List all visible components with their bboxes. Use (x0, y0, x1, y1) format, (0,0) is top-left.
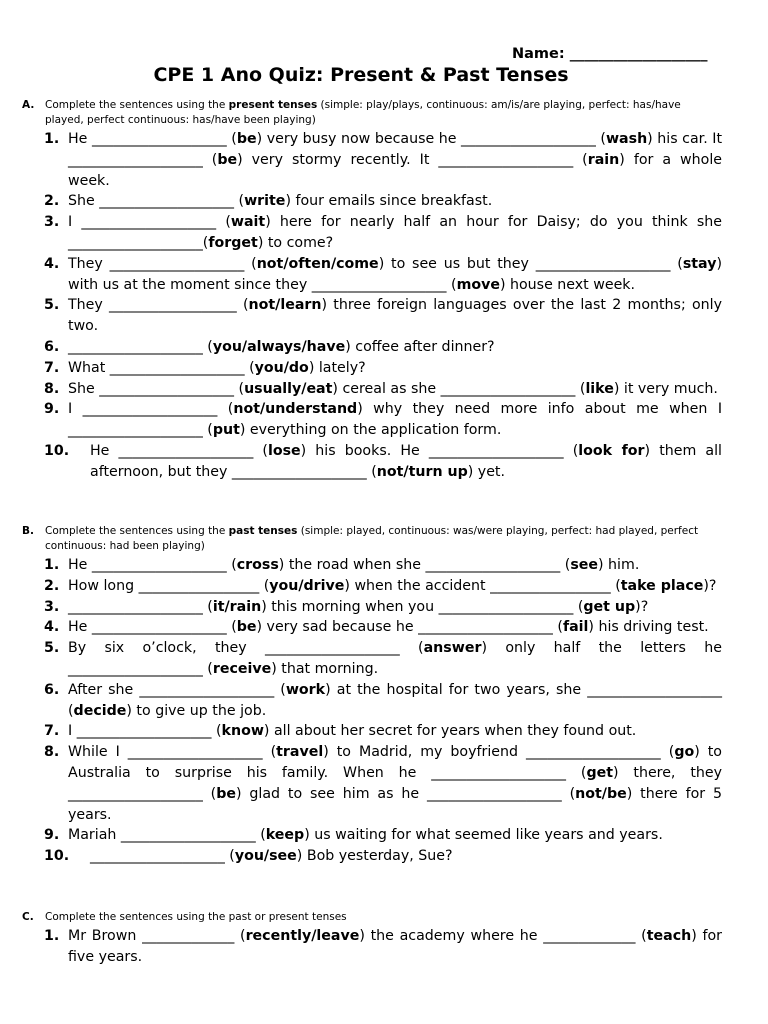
exercise-item (44, 617, 722, 638)
exercise-item (44, 191, 722, 212)
item-number: 10. (44, 848, 70, 865)
verb-cue: it/rain (212, 598, 262, 615)
verb-cue: go (674, 744, 695, 761)
verb-cue: recently/leave (245, 928, 360, 944)
verb-cue: not/turn up (376, 463, 468, 480)
sentence-text: He ___________________ ( (68, 557, 237, 573)
sentence-text: ___________________ ( (68, 598, 213, 615)
verb-cue: like (585, 380, 614, 397)
verb-cue: usually/eat (244, 380, 333, 397)
item-number: 2. (44, 193, 60, 210)
verb-cue: see (570, 557, 599, 573)
exercise-item (44, 597, 722, 618)
item-number: 8. (44, 380, 60, 397)
sentence-text: ) it very much. (613, 380, 718, 397)
item-number: 9. (44, 401, 60, 418)
sentence-text: They ___________________ ( (68, 255, 257, 272)
sentence-text: After she ___________________ ( (68, 681, 286, 698)
sentence-text: I ___________________ ( (68, 214, 231, 231)
verb-cue: you/do (254, 359, 309, 376)
exercise-item (44, 638, 722, 680)
sentence-text: ) the road when she ___________________ ( (278, 557, 571, 573)
sentence-text: Mariah ___________________ ( (68, 827, 266, 844)
item-number: 3. (44, 598, 60, 615)
item-number: 7. (44, 359, 60, 376)
exercise-item (44, 576, 722, 597)
sentence-text: ) cereal as she ___________________ ( (332, 380, 586, 397)
sentence-text: ) to come? (257, 234, 334, 251)
verb-cue: wash (605, 131, 648, 147)
verb-cue: put (212, 422, 240, 439)
sentence-text: ) at the hospital for two years, she ___________________ ( (68, 681, 723, 719)
section-instruction-text: Complete the sentences using the past tenses (simple: played, continuous: was/were playing, perfect: had played, perfect continuous: had been playing) (45, 525, 699, 552)
verb-cue: you/see (234, 848, 297, 865)
sentence-text: Mr Brown _____________ ( (68, 928, 246, 944)
sentence-text: ) coffee after dinner? (345, 338, 495, 355)
sentence-text: ) his driving test. (588, 619, 709, 636)
sentence-text: She ___________________ ( (68, 193, 245, 210)
sentence-text: ) him. (598, 557, 640, 573)
verb-cue: be (216, 785, 236, 802)
sentence-text: ) very busy now because he ___________________ ( (256, 131, 606, 147)
sentence-text: ) his books. He ___________________ ( (300, 442, 579, 459)
verb-cue: fail (562, 619, 589, 636)
verb-cue: be (236, 131, 257, 147)
verb-cue: not/be (575, 785, 627, 802)
sentence-text: ) with us at the moment since they ___________________ ( (68, 255, 722, 293)
sentence-text: They __________________ ( (68, 297, 249, 314)
exercise-item (44, 680, 722, 722)
sentence-text: ) there for 5 years. (68, 785, 723, 823)
section-a-exercise-list (44, 129, 722, 483)
verb-cue: keep (265, 827, 305, 844)
sentence-text: ) why they need more info about me when I ___________________ ( (68, 401, 723, 439)
verb-cue: get (586, 764, 613, 781)
sentence-text: He ___________________ ( (90, 442, 268, 459)
verb-cue: not/often/come (256, 255, 379, 272)
exercise-item (44, 337, 722, 358)
sentence-text: ) there, they ___________________ ( (68, 764, 722, 802)
verb-cue: you/always/have (212, 338, 346, 355)
item-number: 6. (44, 338, 60, 355)
sentence-text: ___________________ ( (68, 338, 213, 355)
section-letter: A. (22, 99, 35, 111)
verb-cue: lose (267, 442, 301, 459)
exercise-item (44, 441, 722, 483)
sentence-text: ) everything on the application form. (239, 422, 502, 439)
sentence-text: ) house next week. (499, 276, 636, 293)
sentence-text: ) them all afternoon, but they ___________________ ( (90, 442, 722, 480)
sentence-text: ) his car. It ___________________ ( (68, 131, 723, 168)
exercise-item (44, 212, 722, 254)
verb-cue: look for (578, 442, 645, 459)
sentence-text: ) us waiting for what seemed like years and years. (304, 827, 663, 844)
item-number: 2. (44, 577, 60, 594)
sentence-text: ) for a whole week. (68, 151, 722, 189)
verb-cue: not/learn (248, 297, 322, 314)
exercise-item (44, 846, 722, 867)
section-letter: B. (22, 525, 34, 537)
sentence-text: He ___________________ ( (68, 131, 237, 147)
sentence-text: ) lately? (308, 359, 366, 376)
sentence-text: ) that morning. (271, 660, 379, 677)
sentence-text: ___________________ ( (90, 848, 235, 865)
verb-cue: travel (276, 744, 324, 761)
sentence-text: ) when the accident _________________ ( (344, 577, 621, 594)
verb-cue: take place (620, 577, 704, 594)
exercise-item (44, 926, 722, 968)
sentence-text: ) here for nearly half an hour for Daisy; do you think she ___________________( (68, 214, 722, 251)
item-number: 4. (44, 619, 60, 636)
exercise-item (44, 129, 722, 191)
item-number: 3. (44, 214, 60, 231)
verb-cue: be (236, 619, 257, 636)
section-instruction-text: Complete the sentences using the present tenses (simple: play/plays, continuous: am/is/are playing, perfect: has/have played, perfect continuous: has/have been playing) (45, 99, 681, 126)
section-letter: C. (22, 911, 34, 923)
verb-cue: teach (646, 928, 692, 944)
exercise-item (44, 399, 722, 441)
item-number: 5. (44, 640, 60, 657)
sentence-text: She ___________________ ( (68, 380, 245, 397)
sentence-text: How long _________________ ( (68, 577, 270, 594)
sentence-text: ) to give up the job. (126, 702, 267, 719)
exercise-item (44, 555, 722, 576)
exercise-item (44, 358, 722, 379)
verb-cue: you/drive (269, 577, 345, 594)
verb-cue: decide (73, 702, 127, 719)
item-number: 1. (44, 928, 60, 944)
sentence-text: ) to Australia to surprise his family. When he ___________________ ( (68, 744, 722, 781)
section-b-instructions (22, 524, 722, 554)
page-title: CPE 1 Ano Quiz: Present & Past Tenses (153, 64, 569, 86)
verb-cue: receive (212, 660, 272, 677)
sentence-text: What ___________________ ( (68, 359, 255, 376)
item-number: 1. (44, 557, 60, 573)
item-number: 1. (44, 131, 60, 147)
sentence-text: ) to see us but they ___________________ ( (378, 255, 683, 272)
verb-cue: answer (423, 640, 482, 657)
sentence-text: ) glad to see him as he ___________________ ( (235, 785, 576, 802)
sentence-text: ) the academy where he _____________ ( (359, 928, 647, 944)
sentence-text: ) very sad because he ___________________ ( (256, 619, 563, 636)
item-number: 6. (44, 681, 60, 698)
verb-cue: get up (583, 598, 636, 615)
sentence-text: ) only half the letters he ___________________ ( (68, 640, 722, 677)
sentence-text: ) all about her secret for years when they found out. (263, 723, 637, 740)
exercise-item (44, 825, 722, 846)
sentence-text: While I ___________________ ( (68, 744, 277, 761)
item-number: 10. (44, 442, 70, 459)
section-a-instructions (22, 98, 722, 128)
sentence-text: ) this morning when you ___________________ ( (261, 598, 584, 615)
sentence-text: I ___________________ ( (68, 723, 222, 740)
exercise-item (44, 742, 722, 825)
verb-cue: not/understand (233, 401, 358, 418)
item-number: 8. (44, 744, 60, 761)
sentence-text: ) three foreign languages over the last 2 months; only two. (68, 297, 722, 335)
sentence-text: By six o’clock, they ___________________ ( (68, 640, 424, 657)
verb-cue: stay (682, 255, 717, 272)
sentence-text: He ___________________ ( (68, 619, 237, 636)
sentence-text: )? (703, 577, 717, 594)
section-c-exercise-list (44, 926, 722, 968)
section-c-instructions (22, 910, 722, 925)
verb-cue: rain (587, 151, 620, 168)
section-b-exercise-list (44, 555, 722, 867)
exercise-item (44, 295, 722, 337)
sentence-text: )? (635, 598, 649, 615)
sentence-text: ) Bob yesterday, Sue? (296, 848, 453, 865)
section-instruction-text: Complete the sentences using the past or present tenses (45, 911, 347, 923)
student-name-field[interactable]: Name: ___________________ (512, 46, 708, 62)
verb-cue: work (285, 681, 326, 698)
verb-cue: know (221, 723, 264, 740)
verb-cue: be (217, 151, 238, 168)
sentence-text: I ___________________ ( (68, 401, 234, 418)
sentence-text: ) four emails since breakfast. (285, 193, 493, 210)
verb-cue: write (244, 193, 286, 210)
item-number: 9. (44, 827, 60, 844)
verb-cue: wait (230, 214, 266, 231)
item-number: 5. (44, 297, 60, 314)
verb-cue: cross (236, 557, 279, 573)
exercise-item (44, 379, 722, 400)
sentence-text: ) for five years. (68, 928, 722, 965)
verb-cue: forget (208, 234, 258, 251)
verb-cue: move (456, 276, 500, 293)
sentence-text: ) to Madrid, my boyfriend ___________________ ( (323, 744, 675, 761)
item-number: 4. (44, 255, 60, 272)
exercise-item (44, 721, 722, 742)
item-number: 7. (44, 723, 60, 740)
sentence-text: ) very stormy recently. It ___________________ ( (237, 151, 588, 168)
sentence-text: ) yet. (467, 463, 506, 480)
exercise-item (44, 254, 722, 296)
